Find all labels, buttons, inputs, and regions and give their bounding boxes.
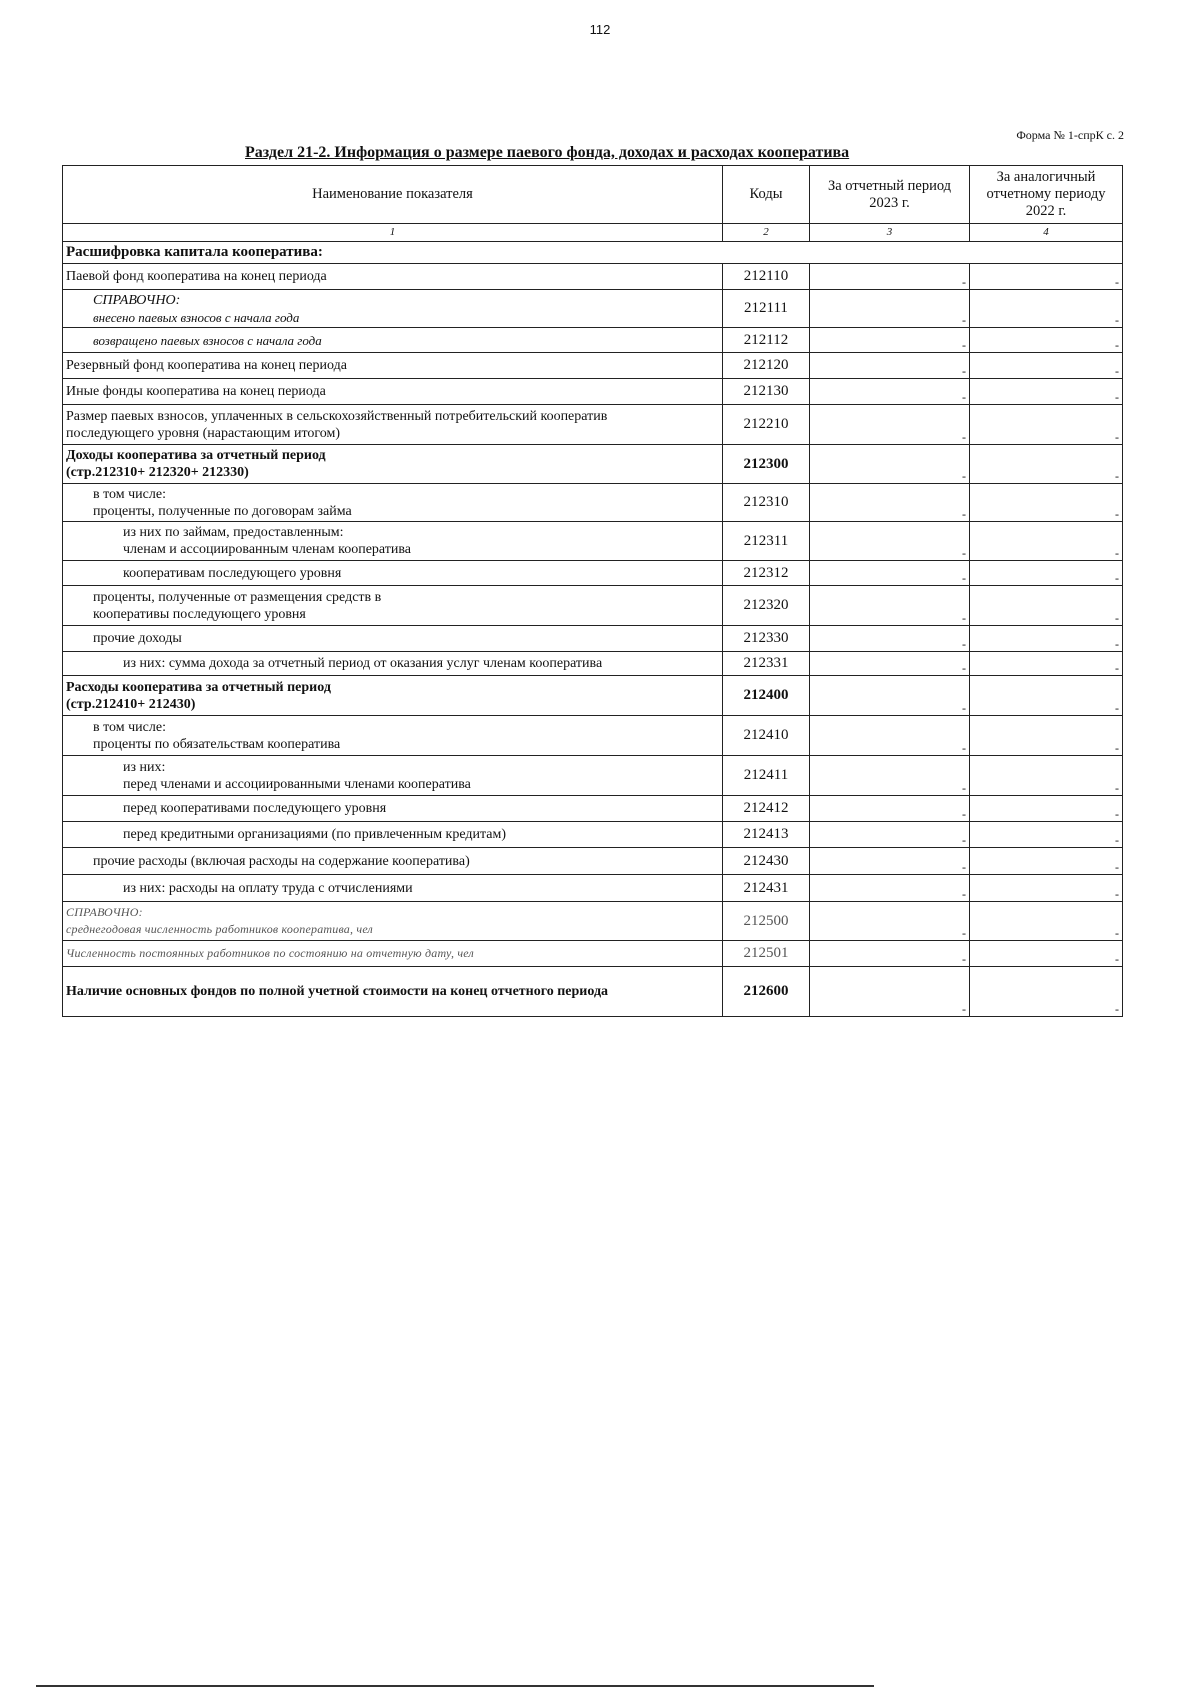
value-previous [970,328,1123,353]
column-number: 4 [970,224,1123,242]
row-code: 212330 [723,626,810,652]
row-label [63,967,723,1017]
row-code: 212130 [723,379,810,405]
value-current [810,264,970,290]
row-label-line2: последующего уровня (нарастающим итогом) [66,425,341,441]
value-previous [970,848,1123,875]
value-previous [970,796,1123,822]
header-code: Коды [723,166,810,224]
row-label-line1: перед кредитными организациями (по привлеченным кредитам) [123,827,507,842]
table-row [63,405,1123,445]
row-label-line1: кооперативам последующего уровня [123,565,342,581]
row-label [63,379,723,405]
value-previous [970,522,1123,561]
table-row [63,586,1123,626]
row-label [63,626,723,652]
value-current [810,290,970,328]
row-label [63,716,723,756]
table-row [63,967,1123,1017]
row-label-line1: из них: расходы на оплату труда с отчислениями [123,880,413,896]
row-label-line2: членам и ассоциированным членам кооператива [123,542,412,557]
value-previous [970,353,1123,379]
table-row [63,264,1123,290]
value-current [810,875,970,902]
row-label [63,796,723,822]
row-label-line2: среднегодовая численность работников кооператива, чел [66,922,373,936]
value-previous [970,264,1123,290]
row-code: 212312 [723,561,810,586]
row-code: 212310 [723,484,810,522]
value-previous [970,652,1123,676]
row-label-line1: Наличие основных фондов по полной учетной стоимости на конец отчетного периода [66,984,609,999]
header-row [63,166,1123,224]
row-label [63,328,723,353]
column-number: 2 [723,224,810,242]
value-previous [970,379,1123,405]
value-current [810,676,970,716]
value-previous-text: - [1115,860,1119,874]
value-previous-text: - [1115,313,1119,327]
value-current-text: - [962,926,966,940]
value-previous-text: - [1115,926,1119,940]
row-label-line1: СПРАВОЧНО: [93,292,181,308]
value-previous-text: - [1115,741,1119,755]
table-row [63,822,1123,848]
row-label-line2: перед членами и ассоциированными членами кооператива [123,776,471,792]
row-code: 212300 [723,445,810,484]
row-label [63,290,723,328]
value-previous [970,484,1123,522]
row-label [63,586,723,626]
row-label [63,445,723,484]
value-current [810,756,970,796]
table-row [63,756,1123,796]
value-current [810,716,970,756]
value-previous-text: - [1115,364,1119,378]
value-current-text: - [962,507,966,521]
table-row [63,716,1123,756]
value-current-text: - [962,860,966,874]
table-row [63,902,1123,941]
value-current [810,328,970,353]
value-previous-text: - [1115,887,1119,901]
table-row [63,626,1123,652]
value-previous [970,902,1123,941]
value-previous [970,405,1123,445]
row-label-line1: из них: сумма дохода за отчетный период от оказания услуг членам кооператива [123,656,603,671]
value-previous [970,561,1123,586]
report-table [62,165,1123,1017]
row-label-line1: проценты, полученные от размещения средств в [93,589,382,605]
row-label-line1: Иные фонды кооператива на конец периода [66,384,326,399]
header-current-period: За отчетный период 2023 г. [810,166,970,224]
value-current-text: - [962,546,966,560]
value-current-text: - [962,430,966,444]
row-label [63,848,723,875]
value-previous [970,445,1123,484]
value-current [810,626,970,652]
row-label-line1: Доходы кооператива за отчетный период [66,448,326,463]
row-code: 212410 [723,716,810,756]
row-label-line1: Паевой фонд кооператива на конец периода [66,269,327,284]
value-previous-text: - [1115,611,1119,625]
row-label-line1: прочие доходы [93,631,182,646]
row-label-line1: Размер паевых взносов, уплаченных в сельскохозяйственный потребительский кооператив [66,408,608,424]
row-code: 212412 [723,796,810,822]
value-current [810,405,970,445]
row-label [63,676,723,716]
row-label-line2: проценты по обязательствам кооператива [93,736,341,752]
value-current-text: - [962,571,966,585]
row-label [63,353,723,379]
table-row [63,561,1123,586]
row-code: 212600 [723,967,810,1017]
row-code: 212430 [723,848,810,875]
page-number: 112 [589,22,611,37]
column-number-row [63,224,1123,242]
row-label-line1: СПРАВОЧНО: [66,905,143,919]
value-previous-text: - [1115,833,1119,847]
value-previous [970,967,1123,1017]
table-row [63,484,1123,522]
row-label-line1: Численность постоянных работников по состоянию на отчетную дату, чел [66,946,474,960]
value-current [810,941,970,967]
row-label-line2: внесено паевых взносов с начала года [93,309,300,325]
value-current [810,796,970,822]
value-previous [970,941,1123,967]
table-row [63,848,1123,875]
bottom-rule [36,1685,874,1687]
value-current [810,522,970,561]
column-number: 3 [810,224,970,242]
value-current-text: - [962,338,966,352]
row-label [63,875,723,902]
row-label-line2: (стр.212410+ 212430) [66,696,196,712]
value-previous [970,676,1123,716]
row-code: 212110 [723,264,810,290]
value-previous-text: - [1115,661,1119,675]
value-previous [970,290,1123,328]
value-previous-text: - [1115,781,1119,795]
row-code: 212431 [723,875,810,902]
table-row [63,652,1123,676]
table-row [63,328,1123,353]
row-code: 212112 [723,328,810,353]
value-previous [970,822,1123,848]
row-code: 212210 [723,405,810,445]
value-current-text: - [962,469,966,483]
value-current-text: - [962,637,966,651]
header-previous-period: За аналогичный отчетному периоду 2022 г. [970,166,1123,224]
value-previous-text: - [1115,338,1119,352]
value-current [810,902,970,941]
value-current [810,353,970,379]
row-label [63,484,723,522]
value-current-text: - [962,390,966,404]
value-current [810,848,970,875]
row-label [63,561,723,586]
table-row [63,522,1123,561]
section-title: Раздел 21-2. Информация о размере паевого фонда, доходах и расходах кооператива [245,144,850,161]
row-label-line1: Расходы кооператива за отчетный период [66,679,331,695]
header-name: Наименование показателя [63,166,723,224]
value-current-text: - [962,833,966,847]
value-current [810,967,970,1017]
row-label [63,652,723,676]
row-code: 212331 [723,652,810,676]
value-current-text: - [962,661,966,675]
value-previous [970,586,1123,626]
row-code: 212120 [723,353,810,379]
row-code: 212500 [723,902,810,941]
row-label [63,941,723,967]
value-current [810,445,970,484]
value-current-text: - [962,781,966,795]
value-previous [970,716,1123,756]
row-label-line1: перед кооперативами последующего уровня [123,801,387,816]
value-previous-text: - [1115,546,1119,560]
value-current-text: - [962,313,966,327]
value-current-text: - [962,887,966,901]
form-reference: Форма № 1-спрК с. 2 [1016,128,1124,142]
row-label [63,822,723,848]
value-current-text: - [962,741,966,755]
value-current-text: - [962,1002,966,1016]
value-previous-text: - [1115,390,1119,404]
value-previous [970,756,1123,796]
table-row [63,379,1123,405]
value-previous-text: - [1115,275,1119,289]
value-current [810,652,970,676]
table-row [63,353,1123,379]
value-current-text: - [962,952,966,966]
column-number: 1 [63,224,723,242]
row-label [63,264,723,290]
row-label-line1: в том числе: [93,486,166,502]
value-previous [970,875,1123,902]
table-row [63,676,1123,716]
row-label-line1: из них: [123,759,166,775]
value-current [810,484,970,522]
table-row [63,796,1123,822]
value-current [810,586,970,626]
section-header-row [63,242,1123,264]
row-label-line1: в том числе: [93,719,166,735]
row-label-line1: прочие расходы (включая расходы на содержание кооператива) [93,853,470,869]
row-code: 212311 [723,522,810,561]
row-code: 212413 [723,822,810,848]
table-row [63,941,1123,967]
value-current-text: - [962,701,966,715]
row-code: 212111 [723,290,810,328]
value-current-text: - [962,807,966,821]
table-row [63,445,1123,484]
table-row [63,875,1123,902]
value-previous [970,626,1123,652]
row-code: 212400 [723,676,810,716]
row-label-line1: из них по займам, предоставленным: [123,525,344,540]
value-previous-text: - [1115,701,1119,715]
row-label [63,522,723,561]
row-label-line1: Резервный фонд кооператива на конец периода [66,358,347,373]
row-label [63,405,723,445]
value-previous-text: - [1115,430,1119,444]
row-code: 212320 [723,586,810,626]
value-previous-text: - [1115,507,1119,521]
value-current-text: - [962,611,966,625]
table-row [63,290,1123,328]
value-current [810,379,970,405]
row-code: 212411 [723,756,810,796]
value-previous-text: - [1115,469,1119,483]
section-header: Расшифровка капитала кооператива: [63,242,1123,264]
value-previous-text: - [1115,1002,1119,1016]
value-current-text: - [962,275,966,289]
value-previous-text: - [1115,571,1119,585]
value-previous-text: - [1115,807,1119,821]
value-previous-text: - [1115,952,1119,966]
value-previous-text: - [1115,637,1119,651]
row-label [63,902,723,941]
value-current [810,822,970,848]
row-label-line2: кооперативы последующего уровня [93,606,306,622]
row-label-line1: возвращено паевых взносов с начала года [93,332,322,348]
value-current-text: - [962,364,966,378]
row-label-line2: (стр.212310+ 212320+ 212330) [66,465,249,480]
row-code: 212501 [723,941,810,967]
row-label [63,756,723,796]
row-label-line2: проценты, полученные по договорам займа [93,503,352,519]
value-current [810,561,970,586]
